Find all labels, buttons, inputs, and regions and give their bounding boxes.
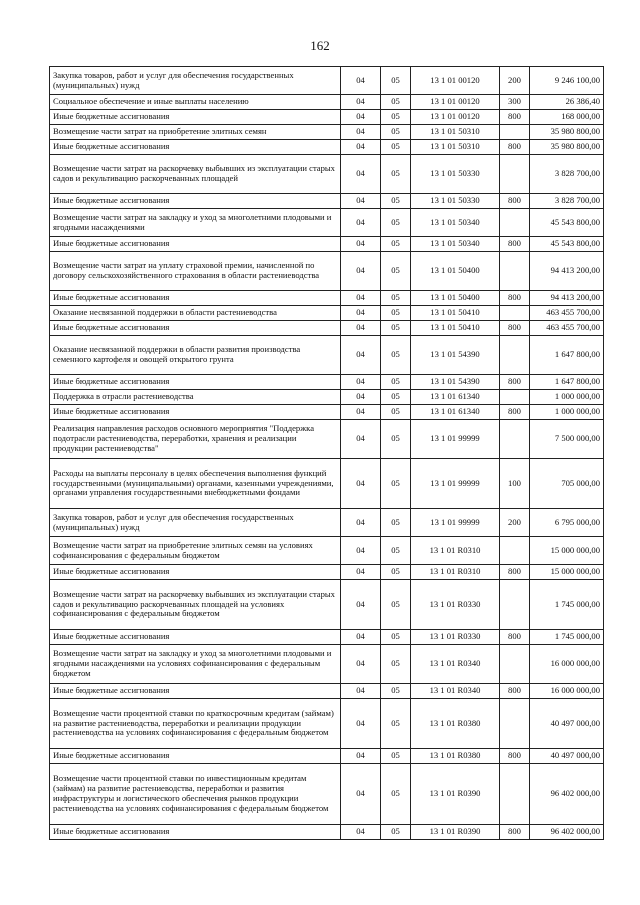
- expense-name-cell: Возмещение части затрат на раскорчевку выбывших из эксплуатации старых садов и рекультивацию раскорчеванных площадей на условиях софинансирования с федеральным бюджетом: [50, 580, 341, 630]
- target-article-cell: 13 1 01 R0330: [411, 580, 500, 630]
- section-code-cell: 04: [341, 140, 381, 155]
- table-row: [50, 291, 604, 306]
- target-article-cell: 13 1 01 50310: [411, 125, 500, 140]
- section-code-cell: 04: [341, 684, 381, 699]
- section-code-cell: 04: [341, 459, 381, 509]
- expense-type-cell: [500, 645, 530, 684]
- target-article-cell: 13 1 01 54390: [411, 336, 500, 375]
- expense-type-cell: 800: [500, 110, 530, 125]
- subsection-code-cell: 05: [381, 459, 411, 509]
- table-row: [50, 321, 604, 336]
- expense-name-cell: Иные бюджетные ассигнования: [50, 565, 341, 580]
- subsection-code-cell: 05: [381, 125, 411, 140]
- amount-cell: 6 795 000,00: [530, 509, 604, 537]
- subsection-code-cell: 05: [381, 749, 411, 764]
- section-code-cell: 04: [341, 405, 381, 420]
- target-article-cell: 13 1 01 R0340: [411, 645, 500, 684]
- target-article-cell: 13 1 01 50310: [411, 140, 500, 155]
- target-article-cell: 13 1 01 50330: [411, 194, 500, 209]
- subsection-code-cell: 05: [381, 630, 411, 645]
- expense-type-cell: 800: [500, 630, 530, 645]
- subsection-code-cell: 05: [381, 237, 411, 252]
- expense-name-cell: Возмещение части процентной ставки по инвестиционным кредитам (займам) на развитие растениеводства, переработки и развития инфраструктуры и логистического обеспечения рынков продукции растениеводства на условиях софинансирования с федеральным бюджетом: [50, 764, 341, 825]
- expense-name-cell: Иные бюджетные ассигнования: [50, 291, 341, 306]
- section-code-cell: 04: [341, 237, 381, 252]
- target-article-cell: 13 1 01 R0340: [411, 684, 500, 699]
- expense-name-cell: Иные бюджетные ассигнования: [50, 237, 341, 252]
- subsection-code-cell: 05: [381, 390, 411, 405]
- expense-name-cell: Оказание несвязанной поддержки в области развития производства семенного картофеля и овощей открытого грунта: [50, 336, 341, 375]
- expense-name-cell: Иные бюджетные ассигнования: [50, 321, 341, 336]
- subsection-code-cell: 05: [381, 509, 411, 537]
- expense-name-cell: Закупка товаров, работ и услуг для обеспечения государственных (муниципальных) нужд: [50, 67, 341, 95]
- table-row: [50, 252, 604, 291]
- section-code-cell: 04: [341, 110, 381, 125]
- table-row: [50, 67, 604, 95]
- expense-name-cell: Иные бюджетные ассигнования: [50, 375, 341, 390]
- target-article-cell: 13 1 01 54390: [411, 375, 500, 390]
- subsection-code-cell: 05: [381, 580, 411, 630]
- table-row: [50, 764, 604, 825]
- target-article-cell: 13 1 01 R0380: [411, 749, 500, 764]
- table-row: [50, 390, 604, 405]
- expense-name-cell: Поддержка в отрасли растениеводства: [50, 390, 341, 405]
- subsection-code-cell: 05: [381, 252, 411, 291]
- expense-name-cell: Оказание несвязанной поддержки в области растениеводства: [50, 306, 341, 321]
- target-article-cell: 13 1 01 50340: [411, 237, 500, 252]
- expense-type-cell: 800: [500, 684, 530, 699]
- amount-cell: 1 000 000,00: [530, 405, 604, 420]
- subsection-code-cell: 05: [381, 95, 411, 110]
- section-code-cell: 04: [341, 209, 381, 237]
- section-code-cell: 04: [341, 306, 381, 321]
- expense-type-cell: 200: [500, 509, 530, 537]
- section-code-cell: 04: [341, 155, 381, 194]
- amount-cell: 15 000 000,00: [530, 565, 604, 580]
- section-code-cell: 04: [341, 764, 381, 825]
- expense-type-cell: 800: [500, 194, 530, 209]
- amount-cell: 45 543 800,00: [530, 237, 604, 252]
- target-article-cell: 13 1 01 R0310: [411, 565, 500, 580]
- section-code-cell: 04: [341, 630, 381, 645]
- table-row: [50, 825, 604, 840]
- table-row: [50, 194, 604, 209]
- expense-type-cell: 800: [500, 321, 530, 336]
- subsection-code-cell: 05: [381, 155, 411, 194]
- target-article-cell: 13 1 01 50410: [411, 321, 500, 336]
- section-code-cell: 04: [341, 390, 381, 405]
- target-article-cell: 13 1 01 R0390: [411, 764, 500, 825]
- expense-name-cell: Возмещение части затрат на приобретение элитных семян на условиях софинансирования с федеральным бюджетом: [50, 537, 341, 565]
- expense-name-cell: Возмещение части затрат на закладку и уход за многолетними плодовыми и ягодными насаждениями: [50, 209, 341, 237]
- table-row: [50, 645, 604, 684]
- amount-cell: 463 455 700,00: [530, 306, 604, 321]
- expense-name-cell: Иные бюджетные ассигнования: [50, 749, 341, 764]
- subsection-code-cell: 05: [381, 321, 411, 336]
- amount-cell: 94 413 200,00: [530, 252, 604, 291]
- table-row: [50, 565, 604, 580]
- amount-cell: 40 497 000,00: [530, 749, 604, 764]
- expense-type-cell: [500, 537, 530, 565]
- section-code-cell: 04: [341, 375, 381, 390]
- expense-name-cell: Реализация направления расходов основного мероприятия "Поддержка подотрасли растениеводства, переработки, хранения и реализации продукции растениеводства": [50, 420, 341, 459]
- expense-name-cell: Иные бюджетные ассигнования: [50, 194, 341, 209]
- expense-name-cell: Иные бюджетные ассигнования: [50, 630, 341, 645]
- subsection-code-cell: 05: [381, 699, 411, 749]
- subsection-code-cell: 05: [381, 645, 411, 684]
- subsection-code-cell: 05: [381, 764, 411, 825]
- subsection-code-cell: 05: [381, 209, 411, 237]
- target-article-cell: 13 1 01 50340: [411, 209, 500, 237]
- amount-cell: 463 455 700,00: [530, 321, 604, 336]
- amount-cell: 1 000 000,00: [530, 390, 604, 405]
- amount-cell: 40 497 000,00: [530, 699, 604, 749]
- section-code-cell: 04: [341, 509, 381, 537]
- expense-type-cell: 800: [500, 405, 530, 420]
- expense-name-cell: Расходы на выплаты персоналу в целях обеспечения выполнения функций государственными (муниципальными) органами, казенными учреждениями, органами управления государственными внебюджетными фондами: [50, 459, 341, 509]
- budget-table: [49, 66, 604, 840]
- section-code-cell: 04: [341, 825, 381, 840]
- amount-cell: 16 000 000,00: [530, 645, 604, 684]
- expense-type-cell: 800: [500, 565, 530, 580]
- expense-type-cell: [500, 336, 530, 375]
- section-code-cell: 04: [341, 699, 381, 749]
- expense-name-cell: Возмещение части затрат на приобретение элитных семян: [50, 125, 341, 140]
- target-article-cell: 13 1 01 61340: [411, 405, 500, 420]
- amount-cell: 9 246 100,00: [530, 67, 604, 95]
- expense-type-cell: [500, 252, 530, 291]
- expense-name-cell: Возмещение части затрат на раскорчевку выбывших из эксплуатации старых садов и рекультивацию раскорчеванных площадей: [50, 155, 341, 194]
- table-row: [50, 95, 604, 110]
- expense-name-cell: Иные бюджетные ассигнования: [50, 405, 341, 420]
- expense-type-cell: [500, 155, 530, 194]
- table-row: [50, 209, 604, 237]
- target-article-cell: 13 1 01 R0380: [411, 699, 500, 749]
- subsection-code-cell: 05: [381, 565, 411, 580]
- amount-cell: 168 000,00: [530, 110, 604, 125]
- target-article-cell: 13 1 01 50330: [411, 155, 500, 194]
- section-code-cell: 04: [341, 420, 381, 459]
- expense-name-cell: Иные бюджетные ассигнования: [50, 684, 341, 699]
- subsection-code-cell: 05: [381, 67, 411, 95]
- expense-type-cell: 800: [500, 140, 530, 155]
- expense-name-cell: Возмещение части затрат на закладку и уход за многолетними плодовыми и ягодными насаждениями на условиях софинансирования с федеральным бюджетом: [50, 645, 341, 684]
- subsection-code-cell: 05: [381, 306, 411, 321]
- section-code-cell: 04: [341, 67, 381, 95]
- expense-type-cell: 800: [500, 237, 530, 252]
- subsection-code-cell: 05: [381, 420, 411, 459]
- amount-cell: 45 543 800,00: [530, 209, 604, 237]
- amount-cell: 1 647 800,00: [530, 336, 604, 375]
- amount-cell: 1 647 800,00: [530, 375, 604, 390]
- expense-name-cell: Иные бюджетные ассигнования: [50, 110, 341, 125]
- subsection-code-cell: 05: [381, 336, 411, 375]
- expense-type-cell: 200: [500, 67, 530, 95]
- table-row: [50, 140, 604, 155]
- subsection-code-cell: 05: [381, 405, 411, 420]
- subsection-code-cell: 05: [381, 825, 411, 840]
- expense-type-cell: 800: [500, 825, 530, 840]
- expense-type-cell: [500, 125, 530, 140]
- table-row: [50, 630, 604, 645]
- section-code-cell: 04: [341, 749, 381, 764]
- section-code-cell: 04: [341, 252, 381, 291]
- amount-cell: 35 980 800,00: [530, 140, 604, 155]
- amount-cell: 1 745 000,00: [530, 630, 604, 645]
- expense-name-cell: Закупка товаров, работ и услуг для обеспечения государственных (муниципальных) нужд: [50, 509, 341, 537]
- target-article-cell: 13 1 01 00120: [411, 110, 500, 125]
- table-row: [50, 375, 604, 390]
- table-row: [50, 110, 604, 125]
- section-code-cell: 04: [341, 291, 381, 306]
- target-article-cell: 13 1 01 00120: [411, 67, 500, 95]
- section-code-cell: 04: [341, 645, 381, 684]
- amount-cell: 3 828 700,00: [530, 194, 604, 209]
- expense-name-cell: Возмещение части затрат на уплату страховой премии, начисленной по договору сельскохозяйственного страхования в области растениеводства: [50, 252, 341, 291]
- section-code-cell: 04: [341, 95, 381, 110]
- expense-type-cell: [500, 764, 530, 825]
- target-article-cell: 13 1 01 99999: [411, 420, 500, 459]
- table-row: [50, 306, 604, 321]
- section-code-cell: 04: [341, 580, 381, 630]
- table-row: [50, 420, 604, 459]
- amount-cell: 96 402 000,00: [530, 825, 604, 840]
- expense-type-cell: [500, 390, 530, 405]
- page-number: 162: [310, 38, 330, 53]
- target-article-cell: 13 1 01 99999: [411, 509, 500, 537]
- table-row: [50, 336, 604, 375]
- target-article-cell: 13 1 01 50400: [411, 291, 500, 306]
- target-article-cell: 13 1 01 R0390: [411, 825, 500, 840]
- subsection-code-cell: 05: [381, 537, 411, 565]
- table-row: [50, 580, 604, 630]
- expense-name-cell: Социальное обеспечение и иные выплаты населению: [50, 95, 341, 110]
- expense-type-cell: 800: [500, 749, 530, 764]
- amount-cell: 94 413 200,00: [530, 291, 604, 306]
- table-row: [50, 155, 604, 194]
- amount-cell: 26 386,40: [530, 95, 604, 110]
- expense-type-cell: 300: [500, 95, 530, 110]
- section-code-cell: 04: [341, 537, 381, 565]
- table-row: [50, 405, 604, 420]
- amount-cell: 96 402 000,00: [530, 764, 604, 825]
- target-article-cell: 13 1 01 99999: [411, 459, 500, 509]
- table-row: [50, 537, 604, 565]
- target-article-cell: 13 1 01 50400: [411, 252, 500, 291]
- target-article-cell: 13 1 01 R0310: [411, 537, 500, 565]
- target-article-cell: 13 1 01 00120: [411, 95, 500, 110]
- target-article-cell: 13 1 01 50410: [411, 306, 500, 321]
- table-row: [50, 699, 604, 749]
- subsection-code-cell: 05: [381, 375, 411, 390]
- table-row: [50, 237, 604, 252]
- amount-cell: 1 745 000,00: [530, 580, 604, 630]
- amount-cell: 35 980 800,00: [530, 125, 604, 140]
- expense-type-cell: [500, 580, 530, 630]
- expense-name-cell: Возмещение части процентной ставки по краткосрочным кредитам (займам) на развитие растениеводства, переработки и реализации продукции растениеводства на условиях софинансирования с федеральным бюджетом: [50, 699, 341, 749]
- subsection-code-cell: 05: [381, 684, 411, 699]
- target-article-cell: 13 1 01 R0330: [411, 630, 500, 645]
- table-row: [50, 749, 604, 764]
- expense-name-cell: Иные бюджетные ассигнования: [50, 825, 341, 840]
- amount-cell: 15 000 000,00: [530, 537, 604, 565]
- table-row: [50, 125, 604, 140]
- expense-name-cell: Иные бюджетные ассигнования: [50, 140, 341, 155]
- subsection-code-cell: 05: [381, 291, 411, 306]
- table-row: [50, 509, 604, 537]
- section-code-cell: 04: [341, 125, 381, 140]
- expense-type-cell: 800: [500, 375, 530, 390]
- expense-type-cell: [500, 306, 530, 321]
- expense-type-cell: 100: [500, 459, 530, 509]
- amount-cell: 705 000,00: [530, 459, 604, 509]
- amount-cell: 3 828 700,00: [530, 155, 604, 194]
- budget-table-body: [50, 67, 604, 840]
- target-article-cell: 13 1 01 61340: [411, 390, 500, 405]
- expense-type-cell: [500, 420, 530, 459]
- expense-type-cell: 800: [500, 291, 530, 306]
- table-row: [50, 684, 604, 699]
- amount-cell: 16 000 000,00: [530, 684, 604, 699]
- section-code-cell: 04: [341, 321, 381, 336]
- amount-cell: 7 500 000,00: [530, 420, 604, 459]
- section-code-cell: 04: [341, 336, 381, 375]
- subsection-code-cell: 05: [381, 140, 411, 155]
- section-code-cell: 04: [341, 194, 381, 209]
- expense-type-cell: [500, 699, 530, 749]
- table-row: [50, 459, 604, 509]
- expense-type-cell: [500, 209, 530, 237]
- subsection-code-cell: 05: [381, 194, 411, 209]
- subsection-code-cell: 05: [381, 110, 411, 125]
- section-code-cell: 04: [341, 565, 381, 580]
